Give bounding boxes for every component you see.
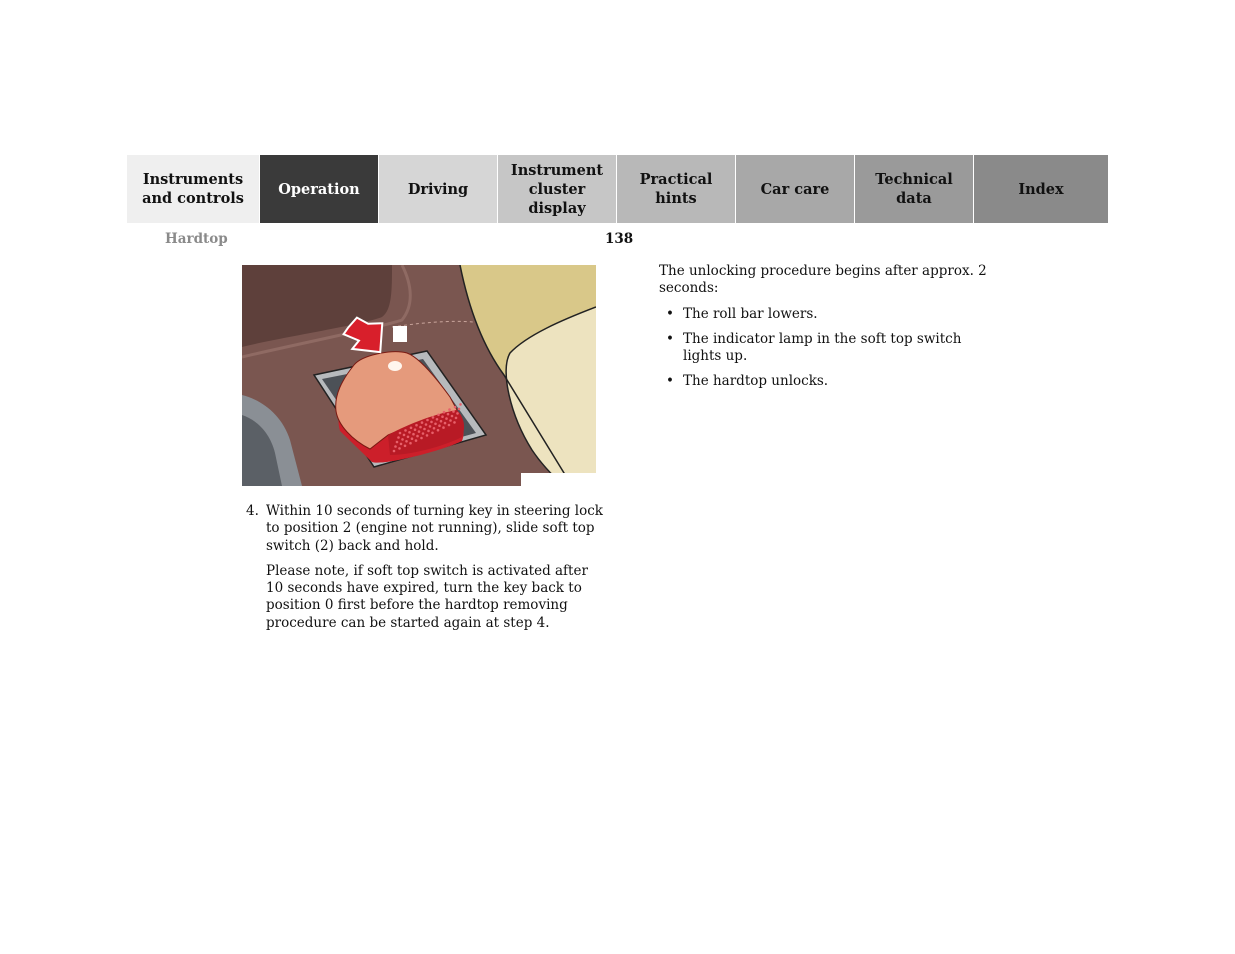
page-number: 138	[605, 231, 634, 247]
grip-dot	[427, 430, 430, 433]
bullet-icon: •	[666, 373, 674, 390]
grip-dot	[430, 421, 433, 424]
grip-dot	[415, 439, 418, 442]
callout-label-box	[393, 326, 407, 342]
grip-dot	[400, 443, 403, 446]
grip-dot	[426, 434, 429, 437]
grip-dot	[411, 437, 414, 440]
step-number: 4.	[246, 503, 259, 519]
grip-dot	[443, 411, 446, 414]
tab-technical-data[interactable]: Technical data	[854, 155, 973, 223]
bullet-text: The roll bar lowers.	[683, 305, 818, 322]
instruction-step	[246, 503, 606, 640]
grip-dot	[433, 427, 436, 430]
bullet-text: The indicator lamp in the soft top switch lights up.	[683, 330, 962, 365]
step-note: Please note, if soft top switch is activated after 10 seconds have expired, turn the key back to position 0 first before the hardtop removing procedure can be started again at step 4.	[266, 562, 588, 631]
bullet-text: The hardtop unlocks.	[683, 373, 829, 390]
grip-dot	[398, 447, 401, 450]
grip-dot	[431, 432, 434, 435]
bullet-icon: •	[666, 305, 674, 322]
grip-dot	[440, 420, 443, 423]
grip-dot	[451, 415, 454, 418]
chapter-navigation	[127, 155, 1108, 223]
grip-dot	[414, 428, 417, 431]
grip-dot	[407, 436, 410, 439]
tab-practical-hints[interactable]: Practical hints	[616, 155, 735, 223]
bullet-icon: •	[666, 330, 674, 347]
grip-dot	[445, 417, 448, 420]
grip-dot	[401, 438, 404, 441]
grip-dot	[420, 437, 423, 440]
grip-dot	[437, 429, 440, 432]
section-title: Hardtop	[165, 231, 228, 247]
grip-dot	[434, 423, 437, 426]
grip-dot	[397, 436, 400, 439]
grip-dot	[456, 412, 459, 415]
grip-dot	[454, 406, 457, 409]
grip-dot	[416, 435, 419, 438]
bullet-item	[659, 373, 999, 390]
grip-dot	[393, 450, 396, 453]
grip-dot	[412, 433, 415, 436]
tab-operation[interactable]: Operation	[259, 155, 378, 223]
grip-dot	[441, 415, 444, 418]
tab-index[interactable]: Index	[973, 155, 1108, 223]
bullet-item	[659, 331, 999, 366]
grip-dot	[422, 432, 425, 435]
grip-dot	[448, 424, 451, 427]
tab-driving[interactable]: Driving	[378, 155, 497, 223]
grip-dot	[415, 424, 418, 427]
grip-dot	[394, 445, 397, 448]
grip-dot	[423, 428, 426, 431]
grip-dot	[438, 424, 441, 427]
grip-dot	[432, 416, 435, 419]
grip-dot	[425, 423, 428, 426]
figure-code-box	[521, 473, 596, 486]
grip-dot	[396, 441, 399, 444]
grip-dot	[426, 419, 429, 422]
bullet-item	[659, 306, 999, 323]
grip-dot	[455, 417, 458, 420]
grip-dot	[419, 426, 422, 429]
soft-top-switch-illustration	[242, 265, 596, 486]
grip-dot	[436, 418, 439, 421]
tab-instruments-and-controls[interactable]: Instruments and controls	[127, 155, 259, 223]
grip-dot	[442, 426, 445, 429]
grip-dot	[459, 403, 462, 406]
grip-dot	[449, 419, 452, 422]
grip-dot	[458, 408, 461, 411]
grip-dot	[421, 421, 424, 424]
grip-dot	[448, 408, 451, 411]
grip-dot	[437, 414, 440, 417]
procedure-intro: The unlocking procedure begins after approx. 2 seconds:	[659, 263, 987, 297]
grip-dot	[409, 442, 412, 445]
grip-dot	[410, 427, 413, 430]
grip-dot	[452, 410, 455, 413]
grip-dot	[444, 422, 447, 425]
grip-dot	[429, 425, 432, 428]
grip-dot	[405, 440, 408, 443]
grip-dot	[404, 445, 407, 448]
grip-dot	[403, 434, 406, 437]
grip-dot	[447, 413, 450, 416]
procedure-bullets	[659, 306, 999, 391]
tab-car-care[interactable]: Car care	[735, 155, 854, 223]
grip-dot	[453, 421, 456, 424]
indicator-lamp	[388, 361, 402, 371]
grip-dot	[418, 430, 421, 433]
step-text: Within 10 seconds of turning key in steering lock to position 2 (engine not running), slide soft top switch (2) back and hold.	[266, 503, 603, 554]
right-column-text	[659, 263, 999, 399]
grip-dot	[408, 431, 411, 434]
grip-dot	[399, 432, 402, 435]
grip-dot	[404, 429, 407, 432]
tab-instrument-cluster-display[interactable]: Instrument cluster display	[497, 155, 616, 223]
